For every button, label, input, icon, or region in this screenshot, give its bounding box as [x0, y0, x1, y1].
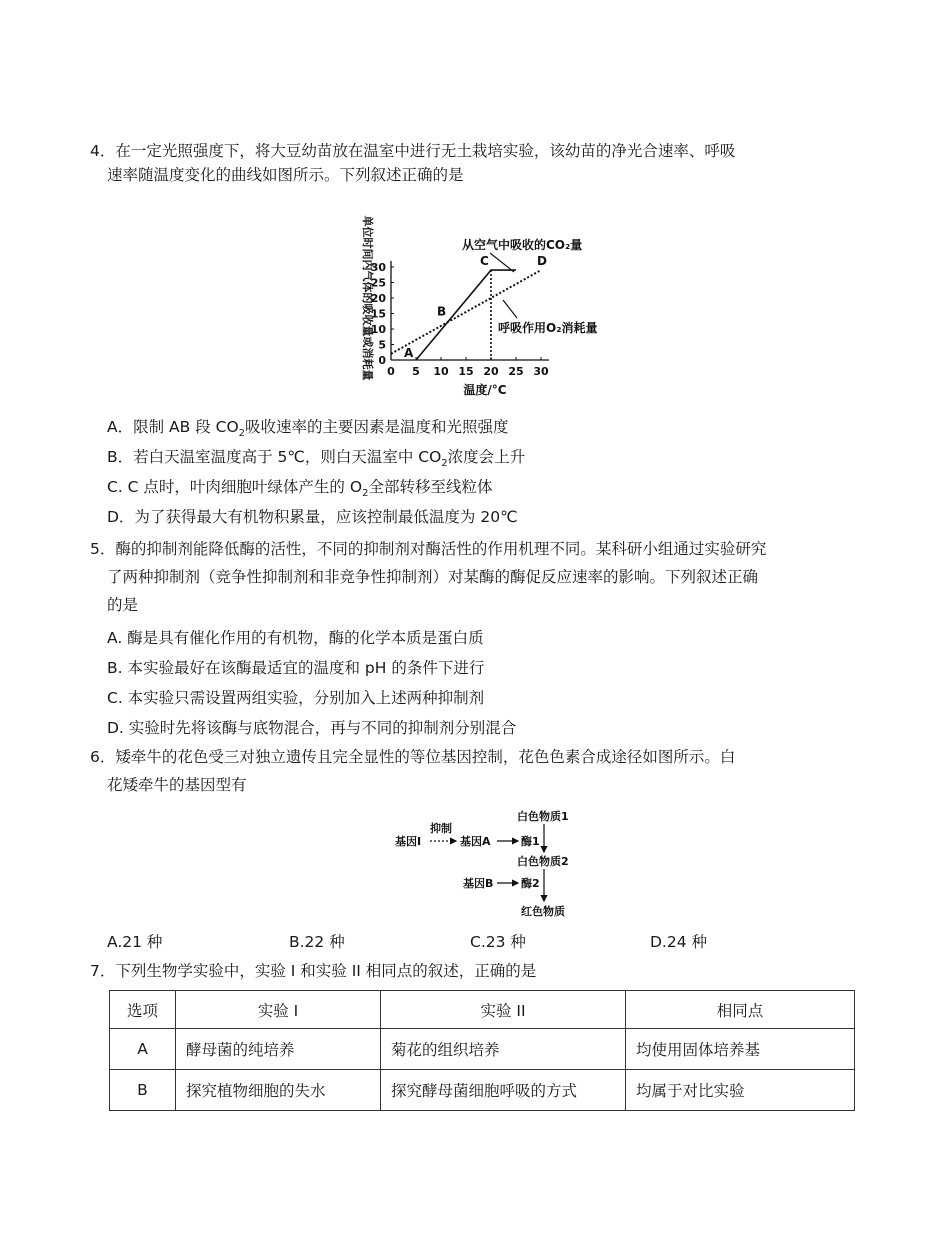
q6-option-a[interactable]: A.21 种 — [107, 933, 163, 951]
gene-b-label: 基因B — [463, 877, 494, 890]
q6-stem-line1: 6．矮牵牛的花色受三对独立遗传且完全显性的等位基因控制，花色色素合成途径如图所示。白 — [90, 748, 736, 766]
x-tick-label: 25 — [508, 365, 524, 378]
row-b-exp1: 探究植物细胞的失水 — [176, 1070, 381, 1111]
y-tick-label: 5 — [378, 338, 386, 352]
table-header-row — [110, 991, 855, 1029]
q7-stem: 7．下列生物学实验中，实验 I 和实验 II 相同点的叙述，正确的是 — [90, 962, 537, 980]
co2-leader-line — [490, 253, 514, 272]
point-label-b: B — [437, 304, 447, 319]
q5-option-c[interactable]: C. 本实验只需设置两组实验，分别加入上述两种抑制剂 — [107, 689, 485, 707]
q5-option-b[interactable]: B. 本实验最好在该酶最适宜的温度和 pH 的条件下进行 — [107, 659, 485, 677]
q6-option-b[interactable]: B.22 种 — [289, 933, 345, 951]
gene-a-label: 基因A — [460, 835, 491, 848]
o2-consumption-line — [391, 270, 541, 354]
header-exp1: 实验 I — [176, 991, 381, 1029]
row-b-option: B — [110, 1070, 176, 1111]
y-tick-label: 25 — [370, 276, 386, 290]
x-tick-label: 0 — [387, 365, 395, 378]
q5-stem-line3: 的是 — [107, 596, 139, 614]
y-tick-label: 0 — [378, 354, 386, 367]
row-b-common: 均属于对比实验 — [626, 1070, 855, 1111]
x-tick-label: 30 — [533, 365, 549, 378]
header-common: 相同点 — [626, 991, 855, 1029]
q4-option-a[interactable]: A．限制 AB 段 $CO_2$吸收速率的主要因素是温度和光照强度 — [107, 418, 509, 440]
co2-absorption-line — [416, 270, 516, 360]
x-tick-label: 15 — [458, 365, 474, 378]
x-tick-label: 20 — [483, 365, 499, 378]
red-substance-label: 红色物质 — [521, 905, 565, 918]
q5-option-a[interactable]: A. 酶是具有催化作用的有机物，酶的化学本质是蛋白质 — [107, 629, 484, 647]
co2-series-label: 从空气中吸收的CO₂量 — [462, 238, 583, 252]
x-tick-label: 10 — [433, 365, 449, 378]
y-tick-label: 30 — [370, 261, 386, 274]
white-substance-1-label: 白色物质1 — [517, 810, 569, 823]
gene-i-label: 基因I — [395, 835, 422, 848]
q7-comparison-table — [109, 990, 855, 1111]
row-a-option: A — [110, 1029, 176, 1070]
point-label-a: A — [404, 346, 414, 360]
q5-option-d[interactable]: D. 实验时先将该酶与底物混合，再与不同的抑制剂分别混合 — [107, 719, 517, 737]
q4-chart — [340, 196, 620, 404]
point-label-d: D — [537, 254, 547, 269]
q6-stem-line2: 花矮牵牛的基因型有 — [107, 776, 247, 794]
table-row — [110, 1070, 855, 1111]
q5-stem-line1: 5．酶的抑制剂能降低酶的活性，不同的抑制剂对酶活性的作用机理不同。某科研小组通过实验研究 — [90, 540, 767, 558]
o2-leader-line — [503, 300, 517, 318]
y-tick-label: 10 — [370, 323, 386, 336]
q6-option-c[interactable]: C.23 种 — [470, 933, 526, 951]
enzyme-1-label: 酶1 — [521, 835, 540, 848]
y-axis-label: 单位时间内气体的吸收量或消耗量 — [361, 215, 374, 381]
q4-option-d[interactable]: D．为了获得最大有机物积累量，应该控制最低温度为 20℃ — [107, 508, 518, 526]
y-tick-label: 20 — [370, 292, 386, 305]
o2-series-label: 呼吸作用O₂消耗量 — [498, 321, 598, 335]
q4-option-b[interactable]: B．若白天温室温度高于 5℃，则白天温室中 $CO_2$浓度会上升 — [107, 448, 526, 470]
row-a-exp1: 酵母菌的纯培养 — [176, 1029, 381, 1070]
x-tick-label: 5 — [412, 365, 420, 378]
q5-stem-line2: 了两种抑制剂（竞争性抑制剂和非竞争性抑制剂）对某酶的酶促反应速率的影响。下列叙述正确 — [107, 568, 759, 586]
row-a-common: 均使用固体培养基 — [626, 1029, 855, 1070]
table-row — [110, 1029, 855, 1070]
q4-stem-line2: 速率随温度变化的曲线如图所示。下列叙述正确的是 — [107, 166, 464, 184]
white-substance-2-label: 白色物质2 — [517, 855, 569, 868]
y-tick-label: 15 — [370, 307, 386, 321]
x-axis-label: 温度/°C — [463, 383, 507, 397]
point-label-c: C — [480, 254, 489, 269]
q6-option-d[interactable]: D.24 种 — [650, 933, 708, 951]
inhibit-label: 抑制 — [430, 822, 452, 835]
q4-option-c[interactable]: C. C 点时，叶肉细胞叶绿体产生的 $O_2$全部转移至线粒体 — [107, 478, 493, 500]
row-a-exp2: 菊花的组织培养 — [381, 1029, 626, 1070]
q6-pathway-diagram — [390, 805, 620, 923]
q4-stem-line1: 4．在一定光照强度下，将大豆幼苗放在温室中进行无土栽培实验，该幼苗的净光合速率、呼吸 — [90, 142, 736, 160]
row-b-exp2: 探究酵母菌细胞呼吸的方式 — [381, 1070, 626, 1111]
header-exp2: 实验 II — [381, 991, 626, 1029]
header-option: 选项 — [110, 991, 176, 1029]
enzyme-2-label: 酶2 — [521, 877, 540, 890]
